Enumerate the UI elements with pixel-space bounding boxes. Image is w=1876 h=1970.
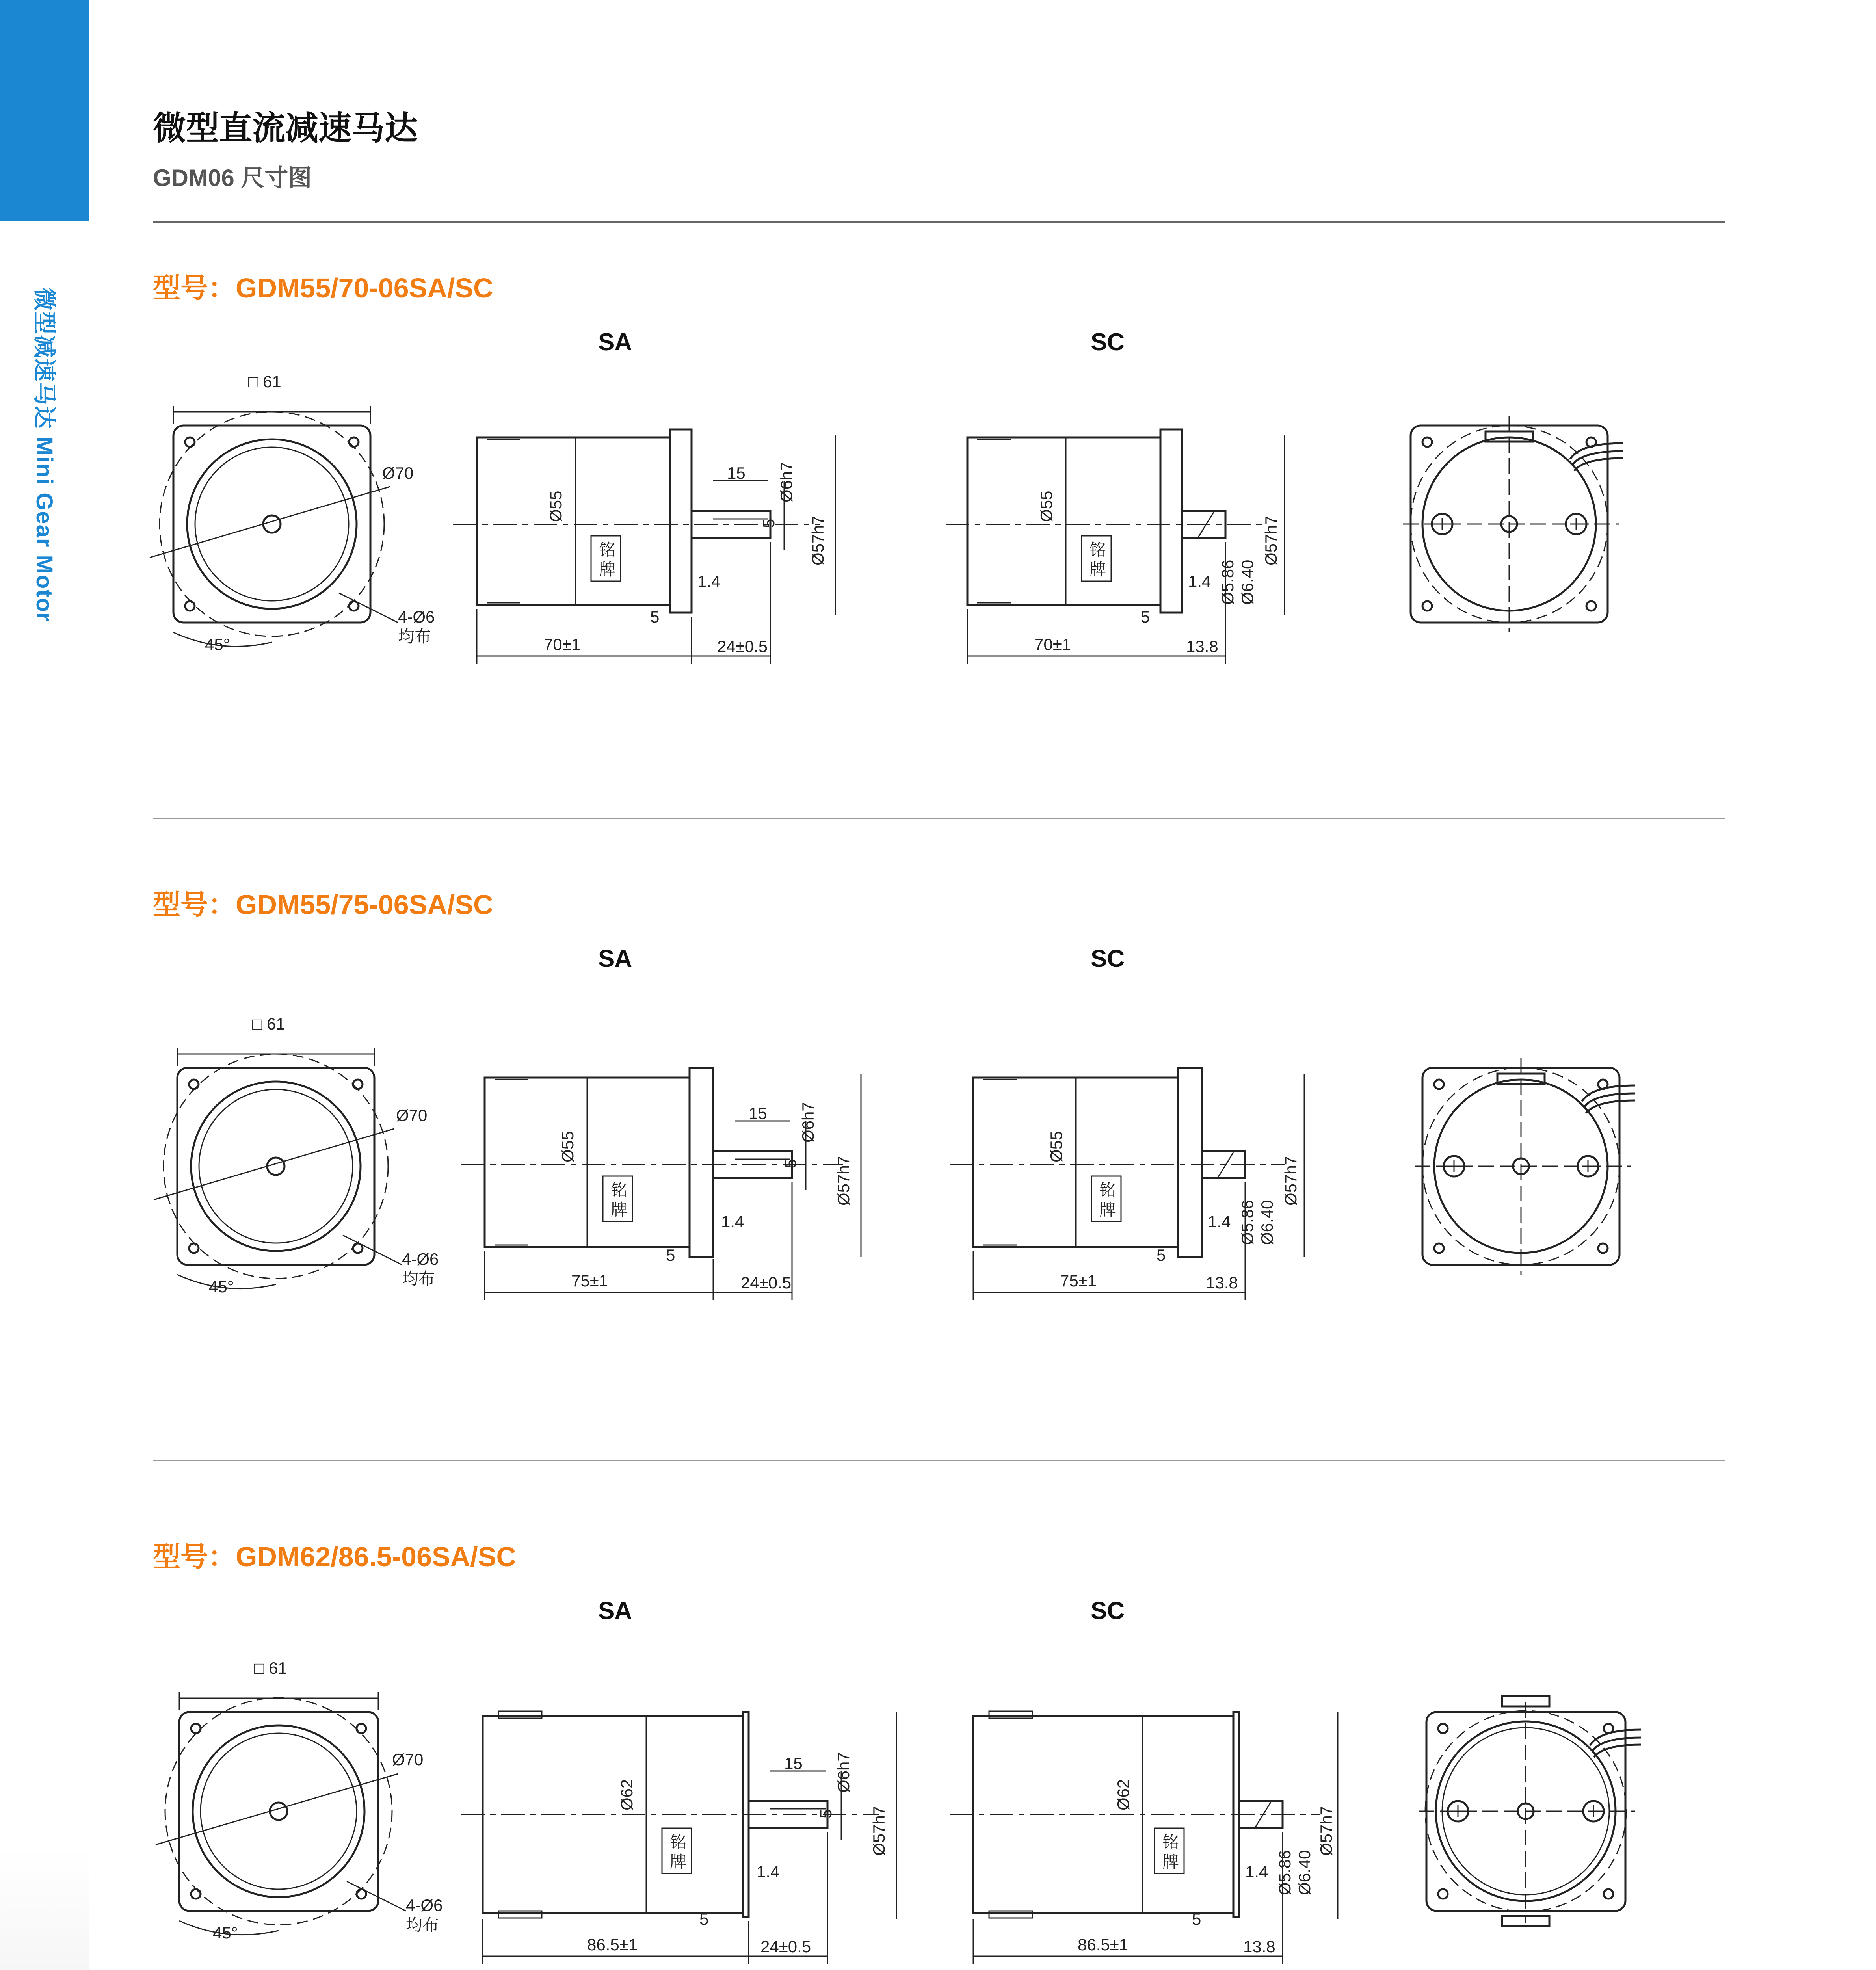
dim-body-diameter: Ø62 bbox=[1114, 1779, 1132, 1810]
nameplate-label: 牌 bbox=[1099, 1201, 1116, 1219]
dim-body-length: 75±1 bbox=[1060, 1271, 1097, 1290]
dim-square: □ 61 bbox=[252, 1015, 285, 1033]
dim-flange-thickness: 1.4 bbox=[1245, 1862, 1268, 1881]
dim-pilot-diameter: Ø57h7 bbox=[809, 515, 827, 565]
dim-shaft-extension: 24±0.5 bbox=[717, 637, 768, 656]
dim-sc-driven-diameter: Ø6.40 bbox=[1295, 1850, 1314, 1895]
nameplate-label: 铭 bbox=[611, 1181, 628, 1199]
technical-drawing bbox=[0, 266, 1876, 896]
dim-circle: Ø70 bbox=[382, 464, 414, 482]
sa-label: SA bbox=[598, 1597, 632, 1624]
front-flange-view bbox=[150, 406, 398, 647]
dim-shaft-diameter: Ø6h7 bbox=[777, 462, 796, 502]
dim-angle: 45° bbox=[209, 1277, 234, 1296]
front-flange-view bbox=[156, 1692, 406, 1935]
sc-side-view bbox=[946, 429, 1285, 664]
rear-view bbox=[1403, 416, 1623, 632]
dim-body-diameter: Ø55 bbox=[558, 1131, 577, 1162]
section-model-1 bbox=[0, 266, 1876, 896]
dim-pilot-diameter: Ø57h7 bbox=[870, 1806, 888, 1856]
dim-flange-thickness: 1.4 bbox=[757, 1862, 780, 1881]
dim-flange-gap: 5 bbox=[1156, 1246, 1166, 1264]
dim-body-diameter: Ø55 bbox=[1047, 1131, 1065, 1162]
dim-holes: 4-Ø6 bbox=[406, 1896, 443, 1914]
dim-angle: 45° bbox=[205, 635, 230, 654]
dim-sc-inner-diameter: Ø5.86 bbox=[1238, 1200, 1257, 1245]
dim-shaft-length: 15 bbox=[727, 464, 746, 482]
technical-drawing bbox=[0, 1535, 1876, 1970]
dim-shaft-length: 15 bbox=[749, 1104, 767, 1123]
dim-body-length: 86.5±1 bbox=[1078, 1935, 1129, 1954]
dim-flange-thickness: 1.4 bbox=[1208, 1212, 1231, 1231]
nameplate-label: 牌 bbox=[1162, 1853, 1179, 1871]
nameplate-label: 牌 bbox=[670, 1853, 687, 1871]
section-title: 型号：GDM55/70-06SA/SC bbox=[153, 273, 493, 303]
section-title: 型号：GDM55/75-06SA/SC bbox=[153, 889, 493, 920]
sc-label: SC bbox=[1091, 329, 1125, 356]
dim-shaft-extension: 24±0.5 bbox=[741, 1273, 792, 1292]
dim-sc-driven-diameter: Ø6.40 bbox=[1258, 1200, 1276, 1245]
dim-sc-inner-diameter: Ø5.86 bbox=[1218, 559, 1237, 605]
nameplate-label: 铭 bbox=[670, 1833, 687, 1851]
section-model-3 bbox=[0, 1535, 1876, 1970]
dim-flange-gap: 5 bbox=[666, 1246, 675, 1264]
sa-label: SA bbox=[598, 329, 632, 356]
page-title: 微型直流减速马达 bbox=[153, 110, 418, 147]
dim-circle: Ø70 bbox=[396, 1106, 428, 1124]
dim-shaft-extension: 13.8 bbox=[1243, 1937, 1275, 1956]
dim-shaft-length: 15 bbox=[784, 1754, 803, 1773]
dim-flange-gap: 5 bbox=[699, 1910, 709, 1928]
dim-shaft-extension: 13.8 bbox=[1186, 637, 1218, 656]
section-model-2 bbox=[0, 883, 1876, 1513]
nameplate-label: 铭 bbox=[1090, 541, 1106, 559]
sa-label: SA bbox=[598, 945, 632, 972]
dim-flange-gap: 5 bbox=[650, 608, 660, 626]
dim-pilot-diameter: Ø57h7 bbox=[1262, 515, 1280, 565]
dim-body-length: 70±1 bbox=[544, 635, 581, 654]
dim-body-length: 70±1 bbox=[1034, 635, 1071, 654]
dim-key: 5 bbox=[759, 519, 778, 528]
dim-flange-thickness: 1.4 bbox=[1188, 572, 1211, 591]
dim-circle: Ø70 bbox=[392, 1750, 424, 1769]
dim-body-length: 75±1 bbox=[571, 1271, 608, 1290]
dim-pilot-diameter: Ø57h7 bbox=[1281, 1156, 1300, 1206]
sidebar-vertical-label: 微型减速马达 Mini Gear Motor bbox=[32, 288, 57, 623]
nameplate-label: 牌 bbox=[611, 1201, 628, 1219]
section-title: 型号：GDM62/86.5-06SA/SC bbox=[153, 1541, 516, 1572]
dim-flange-gap: 5 bbox=[1141, 608, 1150, 626]
sc-label: SC bbox=[1091, 1597, 1125, 1624]
dim-body-diameter: Ø55 bbox=[1037, 491, 1056, 522]
header-divider bbox=[153, 221, 1725, 223]
nameplate-label: 铭 bbox=[1099, 1181, 1116, 1199]
dim-key: 5 bbox=[816, 1809, 835, 1818]
dim-flange-thickness: 1.4 bbox=[721, 1212, 744, 1231]
brand-tab bbox=[0, 0, 89, 221]
section-divider bbox=[153, 818, 1725, 819]
dim-sc-driven-diameter: Ø6.40 bbox=[1238, 559, 1257, 605]
dim-holes-even: 均布 bbox=[406, 1916, 439, 1934]
dim-shaft-extension: 13.8 bbox=[1206, 1273, 1238, 1292]
nameplate-label: 牌 bbox=[1090, 560, 1106, 579]
dim-holes: 4-Ø6 bbox=[398, 608, 435, 626]
dim-square: □ 61 bbox=[248, 372, 281, 391]
nameplate-label: 铭 bbox=[1162, 1833, 1179, 1851]
nameplate-label: 牌 bbox=[599, 560, 616, 579]
sc-side-view bbox=[950, 1068, 1304, 1300]
sc-label: SC bbox=[1091, 945, 1125, 972]
rear-view bbox=[1415, 1058, 1635, 1275]
sc-side-view bbox=[950, 1711, 1338, 1964]
dim-holes-even: 均布 bbox=[398, 627, 431, 646]
section-divider bbox=[153, 1460, 1725, 1461]
dim-pilot-diameter: Ø57h7 bbox=[834, 1156, 853, 1206]
page-subtitle: GDM06 尺寸图 bbox=[153, 165, 312, 191]
dim-shaft-extension: 24±0.5 bbox=[760, 1937, 811, 1956]
dim-shaft-diameter: Ø6h7 bbox=[834, 1752, 853, 1793]
front-flange-view bbox=[154, 1048, 402, 1289]
dim-flange-gap: 5 bbox=[1192, 1910, 1201, 1928]
dim-holes-even: 均布 bbox=[402, 1269, 435, 1288]
dim-sc-inner-diameter: Ø5.86 bbox=[1275, 1850, 1294, 1895]
nameplate-label: 铭 bbox=[599, 541, 616, 559]
dim-shaft-diameter: Ø6h7 bbox=[799, 1102, 817, 1143]
dim-body-length: 86.5±1 bbox=[587, 1935, 638, 1954]
dim-square: □ 61 bbox=[254, 1659, 287, 1677]
dim-key: 5 bbox=[781, 1159, 799, 1168]
dim-angle: 45° bbox=[213, 1924, 238, 1942]
rear-view bbox=[1419, 1696, 1641, 1926]
technical-drawing bbox=[0, 883, 1876, 1513]
dim-body-diameter: Ø55 bbox=[547, 491, 565, 522]
dim-holes: 4-Ø6 bbox=[402, 1250, 439, 1268]
dim-pilot-diameter: Ø57h7 bbox=[1317, 1806, 1335, 1856]
dim-body-diameter: Ø62 bbox=[617, 1779, 636, 1810]
dim-flange-thickness: 1.4 bbox=[697, 572, 721, 591]
